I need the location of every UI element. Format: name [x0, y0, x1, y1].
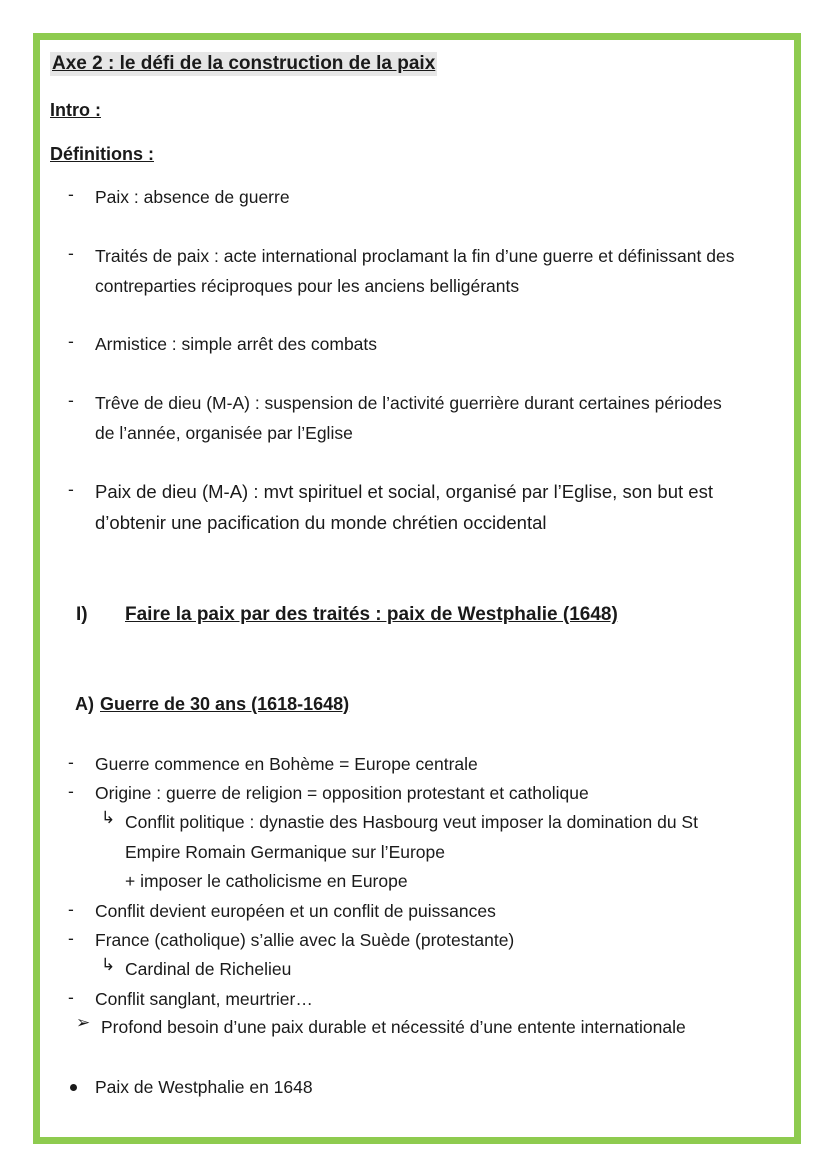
list-dash: - — [68, 899, 74, 919]
list-dash: - — [68, 331, 74, 351]
list-dash: - — [68, 184, 74, 204]
list-dash: - — [68, 390, 74, 410]
list-dash: - — [68, 928, 74, 948]
definition-treve: Trêve de dieu (M-A) : suspension de l’activité guerrière durant certaines périodes de l’année, organisée par l’Eglise — [95, 393, 722, 443]
list-item: Empire Romain Germanique sur l’Europe — [125, 842, 445, 862]
list-dash: - — [68, 752, 74, 772]
list-item: Conflit devient européen et un conflit de puissances — [95, 901, 496, 921]
definitions-heading: Définitions : — [50, 144, 154, 164]
list-dash: - — [68, 781, 74, 801]
list-item: Cardinal de Richelieu — [125, 959, 292, 979]
subsection-letter: A) — [75, 694, 94, 714]
subsection-title: Guerre de 30 ans (1618-1648) — [100, 694, 350, 714]
hook-arrow-icon: ↳ — [101, 955, 116, 974]
list-dash: - — [68, 479, 74, 499]
bullet-icon — [70, 1084, 77, 1091]
list-dash: - — [68, 987, 74, 1007]
list-item: Conflit politique : dynastie des Hasbourg veut imposer la domination du St — [125, 812, 698, 832]
intro-heading: Intro : — [50, 100, 101, 120]
list-item: Conflit sanglant, meurtrier… — [95, 989, 313, 1009]
definition-paix-de-dieu: Paix de dieu (M-A) : mvt spirituel et social, organisé par l’Eglise, son but est d’obtenir une pacification du monde chrétien occidental — [95, 481, 713, 533]
section-number: I) — [76, 604, 88, 625]
definition-paix: Paix : absence de guerre — [95, 187, 290, 207]
definition-traites: Traités de paix : acte international proclamant la fin d’une guerre et définissant des contreparties réciproques pour les anciens belligérants — [95, 246, 735, 296]
section-title: Faire la paix par des traités : paix de Westphalie (1648) — [125, 604, 618, 625]
list-dash: - — [68, 243, 74, 263]
chevron-arrow-icon: ➢ — [76, 1013, 91, 1032]
list-item: + imposer le catholicisme en Europe — [125, 871, 408, 891]
list-item: Guerre commence en Bohème = Europe centrale — [95, 754, 478, 774]
list-item: Origine : guerre de religion = opposition protestant et catholique — [95, 783, 589, 803]
definition-armistice: Armistice : simple arrêt des combats — [95, 334, 378, 354]
list-item: France (catholique) s’allie avec la Suède (protestante) — [95, 930, 515, 950]
list-item: Paix de Westphalie en 1648 — [95, 1077, 313, 1097]
hook-arrow-icon: ↳ — [101, 808, 116, 827]
list-item: Profond besoin d’une paix durable et nécessité d’une entente internationale — [101, 1017, 686, 1037]
page-title: Axe 2 : le défi de la construction de la paix — [52, 53, 436, 74]
